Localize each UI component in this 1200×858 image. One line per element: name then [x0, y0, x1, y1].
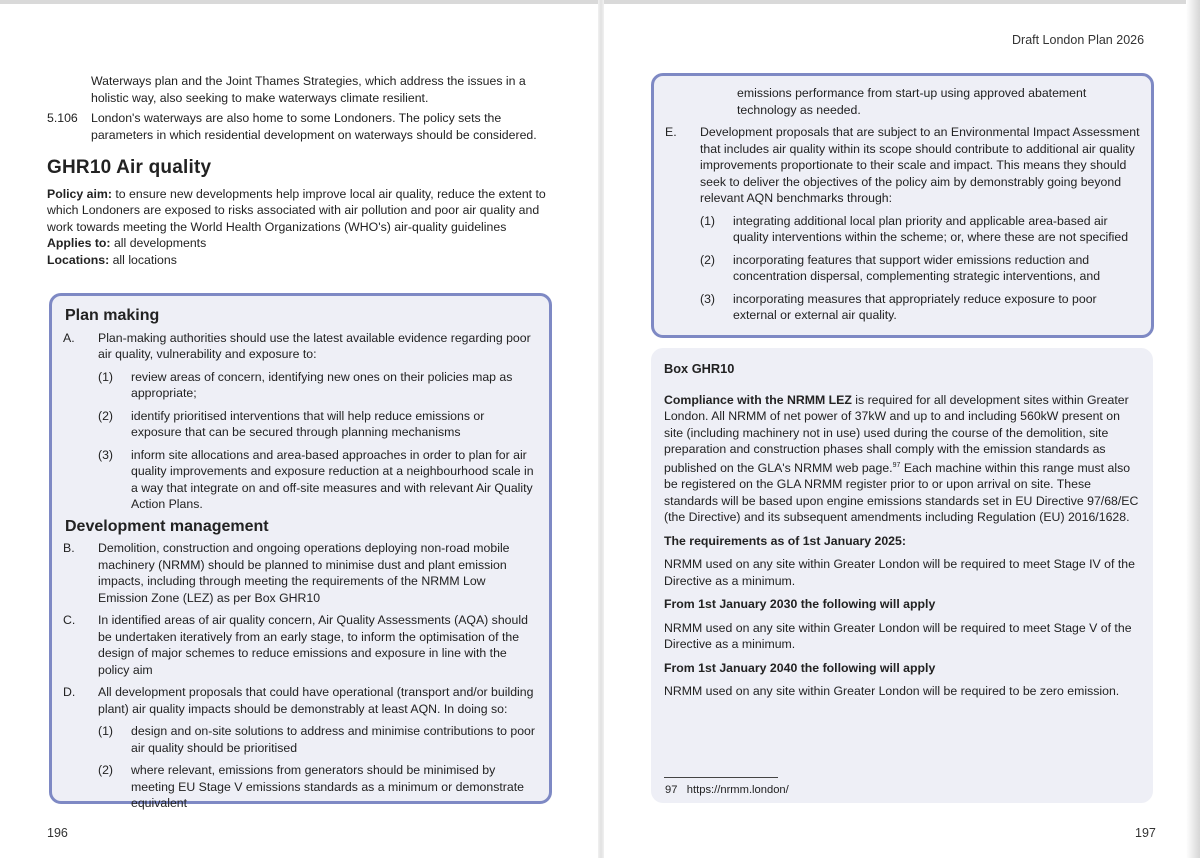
page-number-right: 197 [1135, 826, 1156, 840]
subclause-text: integrating additional local plan priority and applicable area-based air quality interventions within the scheme; or, where these are not specified [733, 213, 1129, 244]
paragraph-5-106 [47, 110, 547, 143]
subclause-number: (3) [700, 291, 716, 306]
footnote [665, 782, 789, 799]
clause-e [665, 124, 1140, 207]
requirements-2040-heading: From 1st January 2040 the following will apply [664, 660, 936, 675]
clause-d-1 [98, 723, 538, 756]
book-gutter [598, 0, 604, 858]
clause-e-2 [700, 252, 1140, 285]
page-number-left: 196 [47, 826, 68, 840]
subclause-text: review areas of concern, identifying new ones on their policies map as appropriate; [131, 369, 513, 400]
applies-to-text: all developments [113, 236, 207, 250]
clause-letter: D. [63, 685, 76, 699]
clause-a [63, 330, 538, 363]
clause-text: In identified areas of air quality concern, Air Quality Assessments (AQA) should be undertaken iteratively from an early stage, to inform the optimisation of the design of major schemes to reduce emissions and exposure in line with the policy aim [98, 613, 528, 677]
clause-letter: C. [63, 613, 76, 627]
policy-aim-label: Policy aim: [47, 186, 112, 201]
footnote-url[interactable]: https://nrmm.london/ [686, 784, 789, 796]
clause-c [63, 612, 538, 678]
clause-text: Demolition, construction and ongoing operations deploying non-road mobile machinery (NRMM) should be planned to minimise dust and plant emission impacts, including through meeting the requirements of the NRMM Low Emission Zone (LEZ) as per Box GHR10 [98, 541, 510, 605]
subclause-number: (2) [98, 763, 114, 777]
policy-title: GHR10 Air quality [47, 157, 212, 178]
clause-letter: E. [665, 125, 677, 139]
clause-d [63, 684, 538, 717]
subclause-text: where relevant, emissions from generators should be minimised by meeting EU Stage V emissions standards as a minimum or demonstrate equivalent [131, 763, 524, 810]
footnote-number: 97 [665, 784, 678, 796]
clause-text: All development proposals that could have operational (transport and/or building plant) air quality impacts should be demonstrably at least AQN. In doing so: [98, 685, 534, 716]
nrmm-lez-bold: Compliance with the NRMM LEZ [664, 392, 852, 407]
clause-letter: A. [63, 330, 75, 345]
subclause-number: (1) [98, 724, 114, 738]
policy-box-right [651, 73, 1154, 338]
clause-b [63, 540, 538, 606]
nrmm-lez-text: is required for all development sites within Greater London. All NRMM of net power of 37kW and up to and including 560kW present on site (including machinery not in use) used during the course of the demolition, site preparation and construction phases shall comply with the emission standards as published on the GLA's NRMM web page. [664, 392, 1129, 475]
clause-a-2 [98, 408, 538, 441]
nrmm-lez-paragraph [664, 392, 1140, 526]
clause-letter: B. [63, 541, 75, 555]
subclause-text: incorporating measures that appropriately reduce exposure to poor external or external air quality. [733, 291, 1097, 322]
policy-aim-text: to ensure new developments help improve local air quality, reduce the extent to which Londoners are exposed to risks associated with air pollution and poor air quality and work towards meeting the World Health Organizations (WHO's) air-quality guidelines [47, 186, 546, 234]
subclause-text: identify prioritised interventions that will help reduce emissions or exposure that can be secured through planning mechanisms [131, 408, 485, 439]
subclause-text: incorporating features that support wider emissions reduction and concentration dispersal, complementing strategic interventions, and [733, 252, 1101, 283]
clause-d-2 [98, 762, 538, 812]
requirements-2030-heading: From 1st January 2030 the following will apply [664, 597, 936, 612]
subclause-number: (3) [98, 447, 114, 462]
paragraph-text: London's waterways are also home to some Londoners. The policy sets the parameters in which residential development on waterways should be considered. [91, 111, 537, 142]
clause-text: Plan-making authorities should use the latest available evidence regarding poor air quality, vulnerability and exposure to: [98, 330, 531, 361]
clause-a-3 [98, 447, 538, 513]
requirements-2025-heading: The requirements as of 1st January 2025: [664, 533, 906, 548]
nrmm-lez-text-2: Each machine within this range must also be registered on the GLA NRMM register prior to or upon arrival on site. These standards will be based upon engine emissions standards set in EU Directive 97/68/EC (the Directive) and its subsequent amendments including Regulation (EU) 2016/1628. [664, 460, 1139, 525]
applies-to [47, 235, 547, 252]
subclause-number: (2) [700, 252, 716, 267]
policy-aim [47, 186, 547, 236]
clause-a-1 [98, 369, 538, 402]
applies-to-label: Applies to: [47, 236, 111, 250]
requirements-2040-text: NRMM used on any site within Greater London will be required to be zero emission. [664, 684, 1120, 699]
locations [47, 252, 547, 269]
subclause-text: inform site allocations and area-based approaches in order to plan for air quality improvements and exposure reduction at a neighbourhood scale in a way that integrate on and off-site measures and with relevant Air Quality Action Plans. [131, 447, 534, 511]
requirements-2025-text: NRMM used on any site within Greater London will be required to meet Stage IV of the Directive as a minimum. [664, 557, 1135, 588]
running-header: Draft London Plan 2026 [1012, 33, 1145, 47]
locations-label: Locations: [47, 252, 110, 267]
left-page-body [47, 73, 547, 268]
development-management-heading: Development management [65, 517, 269, 535]
continued-paragraph: Waterways plan and the Joint Thames Strategies, which address the issues in a holistic way, also seeking to make waterways climate resilient. [91, 74, 526, 105]
box-ghr10-title: Box GHR10 [664, 361, 735, 376]
subclause-number: (2) [98, 408, 114, 423]
subclause-number: (1) [98, 369, 114, 384]
locations-text: all locations [112, 252, 177, 267]
subclause-number: (1) [700, 213, 716, 228]
clause-d-2-continued: emissions performance from start-up using approved abatement technology as needed. [737, 86, 1087, 117]
clause-e-3 [700, 291, 1140, 324]
plan-making-heading: Plan making [65, 307, 160, 324]
clause-text: Development proposals that are subject to an Environmental Impact Assessment that includes air quality within its scope should contribute to additional air quality improvements proportionate to their scale and impact. This means they should seek to deliver the objectives of the policy aim by demonstrably going beyond relevant AQN benchmarks through: [700, 125, 1140, 205]
policy-box-left [49, 293, 552, 810]
clause-e-1 [700, 213, 1140, 246]
page-edge-shadow [1186, 0, 1200, 858]
box-ghr10 [651, 348, 1153, 803]
requirements-2030-text: NRMM used on any site within Greater London will be required to meet Stage V of the Directive as a minimum. [664, 620, 1132, 652]
paragraph-number: 5.106 [47, 111, 78, 125]
footnote-ref: 97 [892, 461, 901, 469]
footnote-divider [664, 777, 778, 778]
subclause-text: design and on-site solutions to address and minimise contributions to poor air quality should be prioritised [131, 724, 535, 755]
